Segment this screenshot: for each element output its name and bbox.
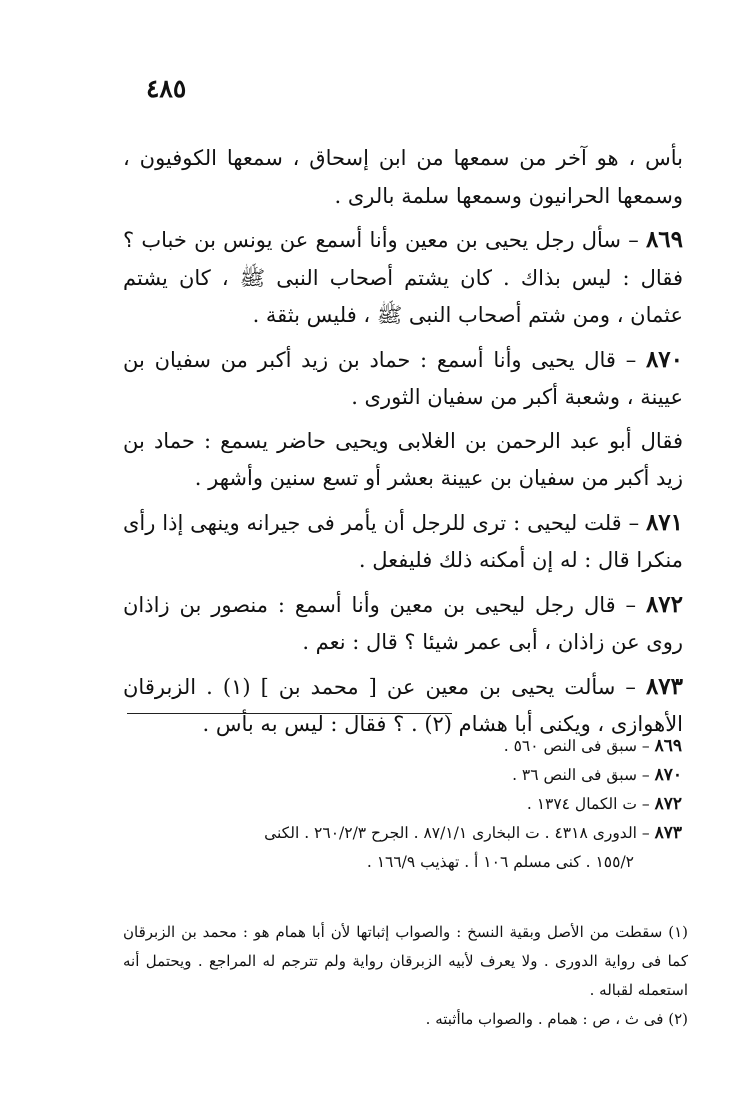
paragraph-871 bbox=[123, 504, 683, 580]
paragraph-text: – قال يحيى وأنا أسمع : حماد بن زيد أكبر من سفيان بن عيينة ، وشعبة أكبر من سفيان الثورى . bbox=[123, 347, 683, 409]
paragraph-text: – قال رجل ليحيى بن معين وأنا أسمع : منصور بن زاذان روى عن زاذان ، أبى عمر شيئا ؟ قال : نعم . bbox=[123, 592, 683, 654]
footnotes bbox=[123, 918, 688, 1034]
reference-number: ٨٧٣ bbox=[654, 823, 682, 843]
paragraph-text: بأس ، هو آخر من سمعها من ابن إسحاق ، سمعها الكوفيون ، وسمعها الحرانيون وسمعها سلمة بالرى . bbox=[123, 146, 683, 208]
reference-number: ٨٧٢ bbox=[654, 794, 682, 814]
reference-text: – سبق فى النص ٣٦ . bbox=[512, 766, 655, 784]
main-text bbox=[123, 140, 683, 750]
paragraph-continuation bbox=[123, 140, 683, 215]
paragraph-869 bbox=[123, 221, 683, 335]
reference-line bbox=[116, 819, 682, 848]
paragraph-text: – سأل رجل يحيى بن معين وأنا أسمع عن يونس بن خباب ؟ فقال : ليس بذاك . كان يشتم أصحاب النبى ﷺ ، كان يشتم عثمان ، ومن شتم أصحاب النبى ﷺ ، فليس بثقة . bbox=[123, 228, 683, 327]
paragraph-ghalabi bbox=[123, 423, 683, 498]
footnote-1: (١) سقطت من الأصل وبقية النسخ : والصواب إثباتها لأن أبا همام هو : محمد بن الزبرقان كما فى رواية الدورى . ولا يعرف لأبيه الزبرقان رواية ولم تترجم له المراجع . ويحتمل أنه استعمله لقباله . bbox=[123, 923, 688, 999]
reference-text: – سبق فى النص ٥٦٠ . bbox=[503, 737, 655, 755]
entry-number: ٨٧١ bbox=[645, 508, 683, 536]
reference-line bbox=[116, 761, 682, 790]
reference-line bbox=[116, 848, 682, 877]
paragraph-text: – قلت ليحيى : ترى للرجل أن يأمر فى جيرانه وينهى إذا رأى منكرا قال : له إن أمكنه ذلك فليفعل . bbox=[123, 510, 683, 572]
reference-line bbox=[116, 790, 682, 819]
entry-number: ٨٧٣ bbox=[645, 672, 683, 700]
references bbox=[116, 732, 682, 877]
reference-text: – ت الكمال ١٣٧٤ . bbox=[526, 795, 655, 813]
reference-text: – الدورى ٤٣١٨ . ت البخارى ٨٧/١/١ . الجرح ٢٦٠/٢/٣ . الكنى bbox=[264, 824, 655, 842]
paragraph-872 bbox=[123, 586, 683, 662]
paragraph-870 bbox=[123, 341, 683, 417]
entry-number: ٨٦٩ bbox=[645, 226, 683, 253]
reference-text: ١٥٥/٢ . كنى مسلم ١٠٦ أ . تهذيب ١٦٦/٩ . bbox=[366, 853, 634, 871]
reference-line bbox=[116, 732, 682, 761]
page-number: ٤٨٥ bbox=[146, 74, 187, 103]
paragraph-text: – سألت يحيى بن معين عن [ محمد بن ] (١) . الزبرقان الأهوازى ، ويكنى أبا هشام (٢) . ؟ فقال : ليس به بأس . bbox=[123, 674, 683, 736]
entry-number: ٨٧٠ bbox=[645, 345, 683, 373]
entry-number: ٨٧٢ bbox=[645, 590, 683, 618]
footnote-divider bbox=[127, 713, 452, 714]
reference-number: ٨٧٠ bbox=[654, 765, 682, 785]
paragraph-text: فقال أبو عبد الرحمن بن الغلابى ويحيى حاضر يسمع : حماد بن زيد أكبر من سفيان بن عيينة بعشر أو تسع سنين وأشهر . bbox=[123, 428, 683, 490]
reference-number: ٨٦٩ bbox=[654, 736, 682, 756]
footnote-2: (٢) فى ث ، ص : همام . والصواب ماأثبته . bbox=[425, 1010, 688, 1028]
